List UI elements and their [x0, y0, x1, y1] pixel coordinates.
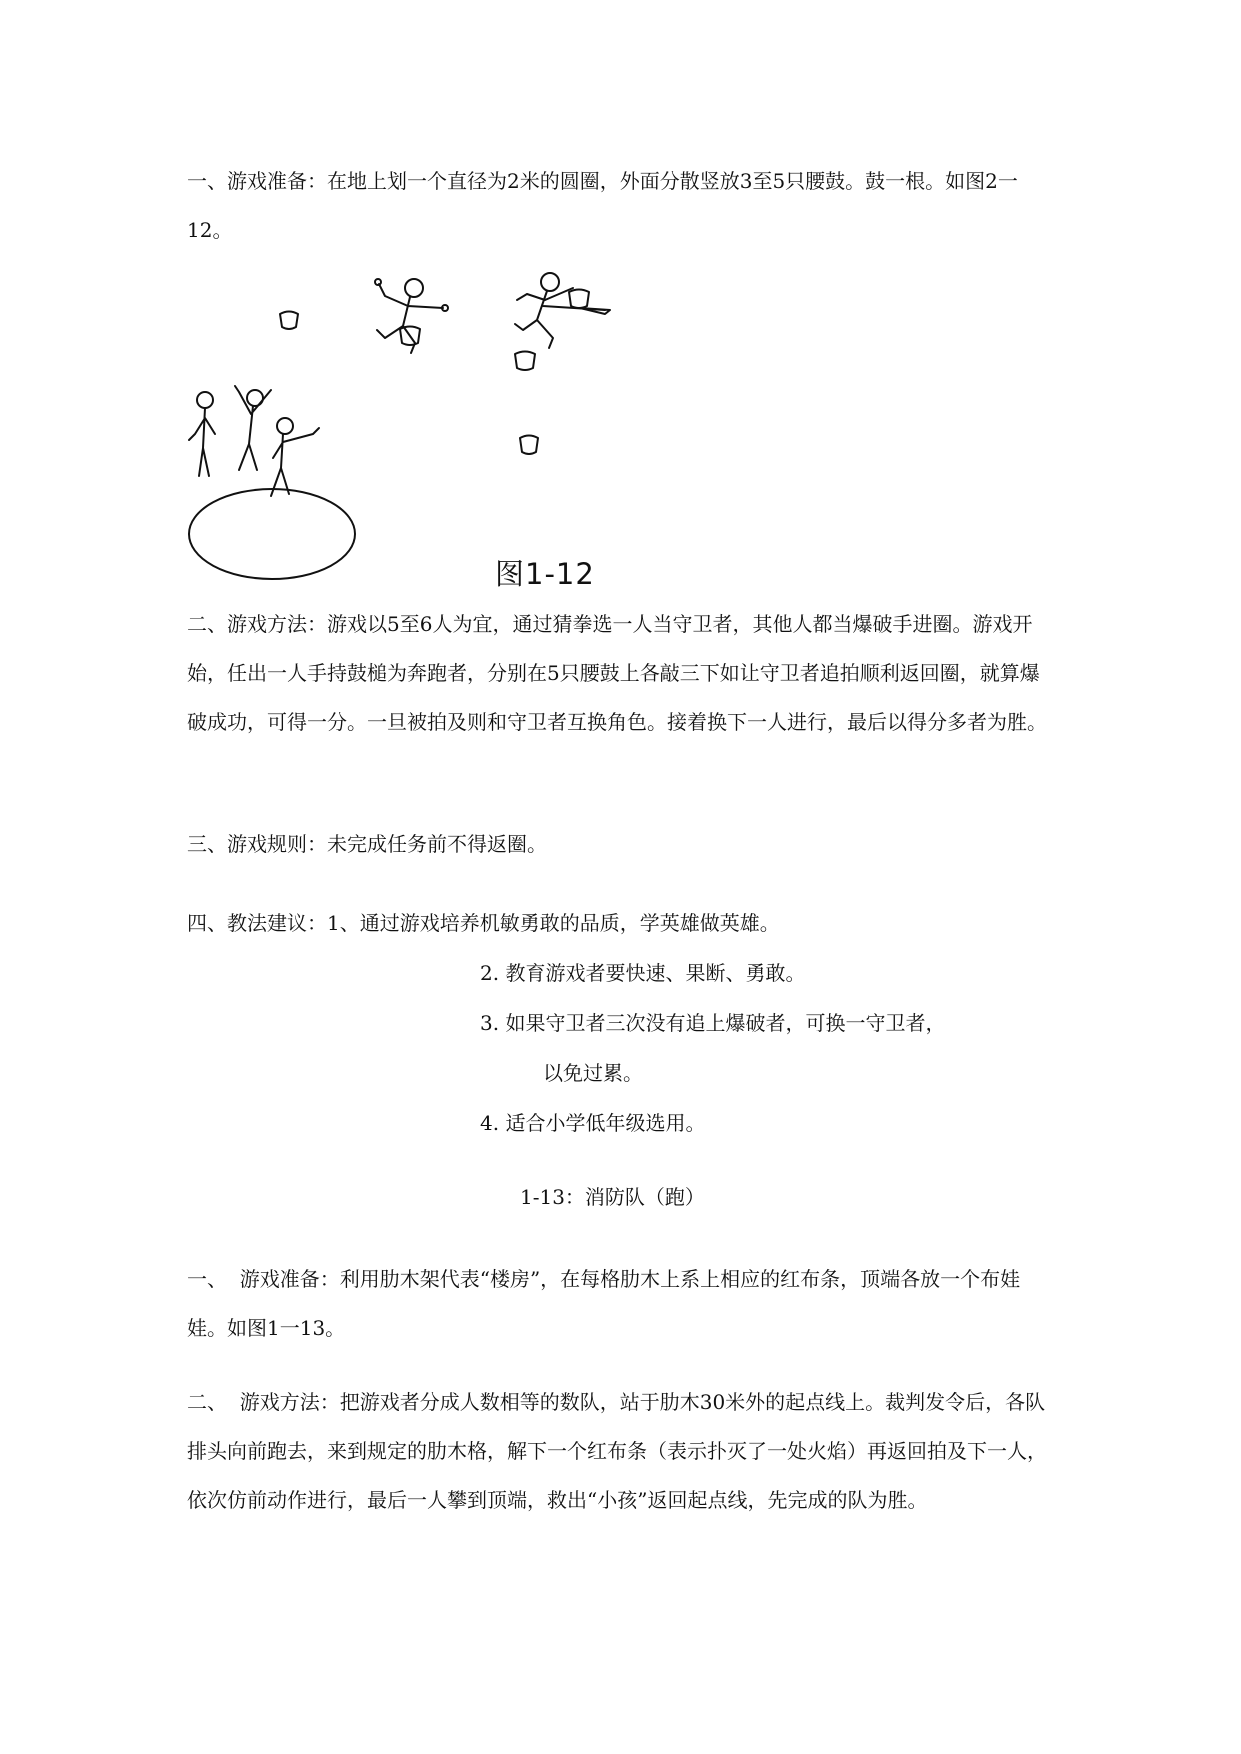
- advice-title: 四、教法建议：1、通过游戏培养机敏勇敢的品质，学英雄做英雄。: [187, 911, 780, 935]
- drum-icons: [280, 290, 589, 455]
- game-illustration: [185, 258, 645, 598]
- guard-figures: [189, 386, 319, 496]
- figure-caption: 图1-12: [495, 557, 595, 591]
- ground-circle: [189, 489, 355, 579]
- advice-item: 3. 如果守卫者三次没有追上爆破者，可换一守卫者，: [480, 1011, 946, 1035]
- method-paragraph: 二、 游戏方法：把游戏者分成人数相等的数队，站于肋木30米外的起点线上。裁判发令后，各队排头向前跑去，来到规定的肋木格，解下一个红布条（表示扑灭了一处火焰）再返回拍及下一人，依次仿前动作进行，最后一人攀到顶端，救出“小孩”返回起点线，先完成的队为胜。: [187, 1390, 1047, 1512]
- method-paragraph: 二、游戏方法：游戏以5至6人为宜，通过猜拳选一人当守卫者，其他人都当爆破手进圈。游戏开始，任出一人手持鼓槌为奔跑者，分别在5只腰鼓上各敲三下如让守卫者追拍顺利返回圈，就算爆破成功，可得一分。一旦被拍及则和守卫者互换角色。接着换下一人进行，最后以得分多者为胜。: [187, 612, 1047, 734]
- prep-paragraph: 一、 游戏准备：利用肋木架代表“楼房”，在每格肋木上系上相应的红布条，顶端各放一个布娃娃。如图1一13。: [187, 1267, 1021, 1340]
- advice-item: 以免过累。: [543, 1061, 643, 1085]
- advice-item: 2. 教育游戏者要快速、果断、勇敢。: [480, 961, 806, 985]
- runner-with-drumstick-figure: [515, 273, 610, 348]
- advice-item: 4. 适合小学低年级选用。: [480, 1111, 706, 1135]
- prep-paragraph: 一、游戏准备：在地上划一个直径为2米的圆圈，外面分散竖放3至5只腰鼓。鼓一根。如图2一12。: [187, 169, 1018, 242]
- section-title: 1-13：消防队（跑）: [520, 1185, 705, 1209]
- runner-figure: [375, 279, 448, 353]
- rules-paragraph: 三、游戏规则：未完成任务前不得返圈。: [187, 832, 547, 856]
